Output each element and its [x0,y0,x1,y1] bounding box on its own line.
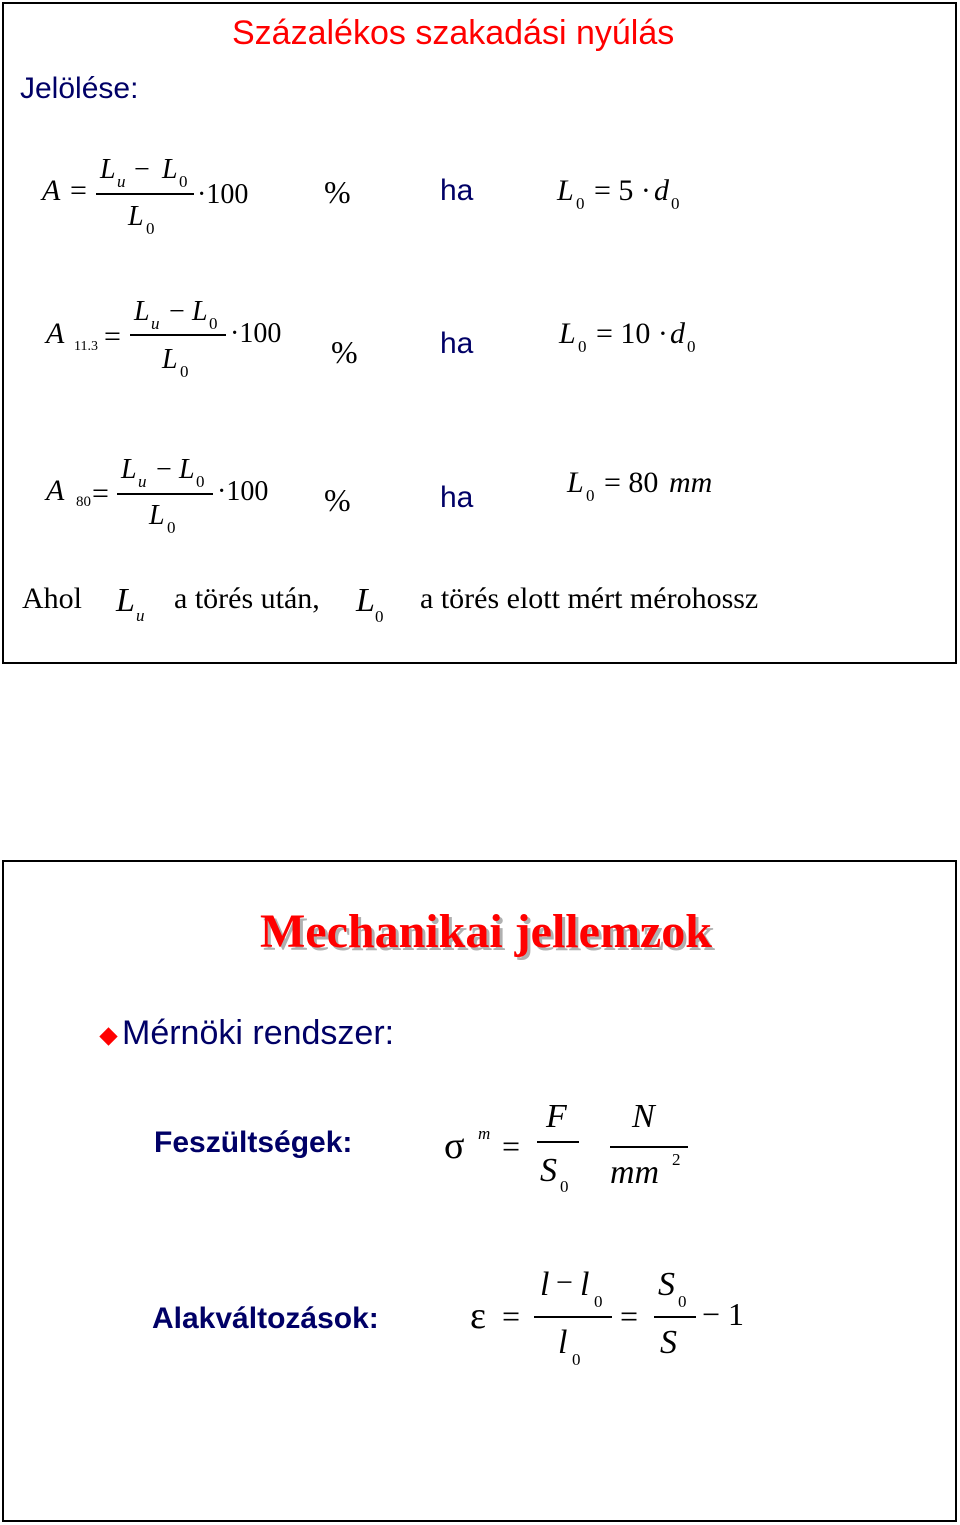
f1-cond-lhs: L [557,174,574,207]
f1-times: ·100 [197,179,249,210]
stress-eq: = [502,1128,521,1164]
expl-ahol: Ahol [22,582,82,615]
f2-cond-sub: 0 [578,337,587,356]
slide2-title: Mechanikai jellemzok [260,905,712,958]
f2-num-a: L [134,296,150,327]
f3-num-a-sub: u [138,472,147,491]
f2-cond-lhs: L [559,317,576,350]
f1-minus: − [134,154,150,185]
slide1-label: Jelölése: [20,72,139,105]
f2-den: L [162,344,178,375]
expl-before: a törés elott mért mérohossz [420,582,759,615]
slide1-title: Százalékos szakadási nyúlás [232,14,675,52]
f1-ha: ha [440,174,474,207]
stress-label: Feszültségek: [154,1126,353,1159]
f1-num-b-sub: 0 [179,172,188,191]
f2-lhs: A [46,317,65,350]
sigma-sup: m [478,1124,491,1143]
f2-num-b: L [192,296,208,327]
unit-num: N [632,1098,655,1135]
strain-fraction-bar-2 [654,1316,696,1318]
f1-num-b: L [162,154,178,185]
f2-cond-var-sub: 0 [687,337,696,356]
f3-num-b: L [179,454,195,485]
bullet-text: Mérnöki rendszer: [122,1014,395,1052]
strain-eq1: = [502,1298,521,1334]
slide-2 [2,860,957,1522]
f3-lhs-sub: 80 [76,494,91,510]
expl-lu-sub: u [136,606,145,625]
f2-times: ·100 [230,318,282,349]
f1-num-a-sub: u [117,172,126,191]
strain-fraction-bar [534,1316,612,1318]
strain-eq2: = [620,1298,639,1334]
expl-after: a törés után, [174,582,320,615]
strain-den-sub: 0 [572,1350,581,1369]
f2-fraction-bar [130,334,226,336]
f3-lhs: A [46,474,65,507]
f1-den-sub: 0 [146,219,155,238]
strain-label: Alakváltozások: [152,1302,379,1335]
f2-den-sub: 0 [180,362,189,381]
expl-l0-sub: 0 [375,607,384,626]
f1-fraction-bar [96,193,194,195]
strain-den2: S [660,1324,677,1361]
f3-percent: % [324,482,351,518]
f3-num-a: L [121,454,137,485]
f2-eq: = [104,320,121,353]
expl-lu: L [116,582,135,619]
f1-lhs: A [42,174,61,207]
strain-num-b: l [580,1266,590,1303]
f1-eq: = [70,174,87,207]
f3-num-b-sub: 0 [196,472,205,491]
stress-den-sub: 0 [560,1177,569,1196]
f3-den: L [149,500,165,531]
f2-ha: ha [440,327,474,360]
f2-cond-var: d [670,317,685,350]
f3-eq: = [92,477,109,510]
unit-fraction-bar [610,1146,688,1148]
f3-cond-sub: 0 [586,486,595,505]
f1-cond-var: d [654,174,669,207]
f1-num-a: L [100,154,116,185]
stress-fraction-bar [537,1141,579,1143]
f1-cond-var-sub: 0 [671,194,680,213]
expl-l0: L [356,582,375,619]
f3-fraction-bar [117,493,213,495]
strain-den: l [558,1324,568,1361]
f2-num-a-sub: u [151,314,160,333]
epsilon-symbol: ε [470,1295,486,1337]
f2-minus: − [169,296,185,327]
f3-cond-lhs: L [567,466,584,499]
f2-num-b-sub: 0 [209,314,218,333]
stress-den: S [540,1152,557,1189]
strain-num-b-sub: 0 [594,1292,603,1311]
f2-lhs-sub: 11.3 [74,339,98,354]
f3-times: ·100 [217,476,269,507]
strain-num2-sub: 0 [678,1292,687,1311]
unit-den-sup: 2 [672,1150,681,1169]
f1-den: L [128,201,144,232]
f3-ha: ha [440,481,474,514]
f3-minus: − [156,454,172,485]
strain-num2: S [658,1266,675,1303]
unit-den: mm [610,1154,660,1191]
f2-percent: % [331,334,358,370]
f1-percent: % [324,174,351,210]
diamond-bullet-icon [99,1027,117,1045]
f3-den-sub: 0 [167,518,176,537]
strain-num-a: l [540,1266,550,1303]
sigma-symbol: σ [444,1125,465,1167]
slide-1 [2,2,957,664]
f1-cond-sub: 0 [576,194,585,213]
strain-minus1: − [556,1266,573,1299]
f2-cond-eq: = 10 · [596,317,668,350]
f1-cond-eq: = 5 · [594,174,651,207]
f3-cond-eq: = 80 [604,466,659,499]
f3-cond-unit: mm [669,466,713,499]
strain-minus-one: − 1 [702,1296,745,1332]
stress-num: F [546,1098,567,1135]
